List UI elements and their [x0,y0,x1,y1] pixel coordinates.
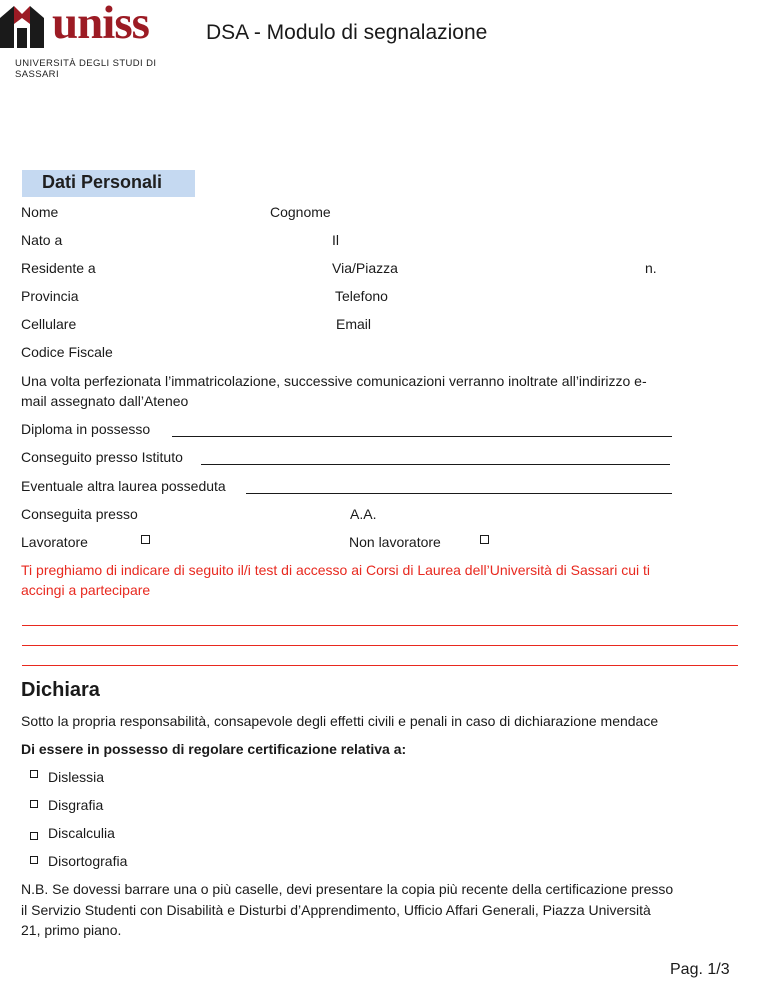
label-email: Email [336,316,372,332]
checkbox-dislessia[interactable] [30,770,38,778]
uniss-emblem-icon [0,4,44,48]
certification-heading: Di essere in possesso di regolare certificazione relativa a: [21,741,407,757]
test-notice-line-2: accingi a partecipare [21,582,151,598]
label-provincia: Provincia [21,288,79,304]
option-disortografia: Disortografia [48,853,128,869]
email-notice-line-2: mail assegnato dall’Ateneo [21,393,189,409]
label-nato-a: Nato a [21,232,63,248]
label-anno-accademico: A.A. [350,506,377,522]
checkbox-lavoratore[interactable] [141,535,150,544]
nb-line-2: il Servizio Studenti con Disabilità e Disturbi d’Apprendimento, Ufficio Affari Generali, Piazza Università [21,902,651,918]
diploma-field-line[interactable] [172,421,672,437]
istituto-field-line[interactable] [201,449,670,465]
label-via-piazza: Via/Piazza [332,260,398,276]
label-il: Il [332,232,339,248]
test-answer-line-3[interactable] [22,665,738,666]
label-telefono: Telefono [335,288,388,304]
label-conseguita-presso: Conseguita presso [21,506,138,522]
test-answer-line-2[interactable] [22,645,738,646]
section-header-dati-personali [22,170,195,197]
option-dislessia: Dislessia [48,769,105,785]
dichiara-title: Dichiara [21,679,100,701]
label-non-lavoratore: Non lavoratore [349,534,441,550]
section-title: Dati Personali [42,172,163,192]
test-notice-line-1: Ti preghiamo di indicare di seguito il/i test di accesso ai Corsi di Laurea dell’Università di Sassari cui ti [21,562,650,578]
checkbox-discalculia[interactable] [30,832,38,840]
label-cellulare: Cellulare [21,316,77,332]
document-title: DSA - Modulo di segnalazione [206,21,488,44]
university-logo [0,0,190,80]
label-residente-a: Residente a [21,260,96,276]
option-discalculia: Discalculia [48,825,115,841]
nb-line-3: 21, primo piano. [21,922,122,938]
label-altra-laurea: Eventuale altra laurea posseduta [21,478,226,494]
test-answer-line-1[interactable] [22,625,738,626]
label-cognome: Cognome [270,204,331,220]
option-disgrafia: Disgrafia [48,797,104,813]
dichiara-statement: Sotto la propria responsabilità, consapevole degli effetti civili e penali in caso di dichiarazione mendace [21,713,659,729]
email-notice-line-1: Una volta perfezionata l’immatricolazione, successive comunicazioni verranno inoltrate all’indirizzo e- [21,373,647,389]
checkbox-disgrafia[interactable] [30,800,38,808]
nb-line-1: N.B. Se dovessi barrare una o più caselle, devi presentare la copia più recente della certificazione presso [21,881,674,897]
logo-wordmark: uniss [52,0,149,49]
altra-laurea-field-line[interactable] [246,478,672,494]
page-number: Pag. 1/3 [670,961,730,978]
label-nome: Nome [21,204,59,220]
logo-subtitle: UNIVERSITÀ DEGLI STUDI DI SASSARI [15,58,157,80]
label-conseguito-istituto: Conseguito presso Istituto [21,449,183,465]
label-lavoratore: Lavoratore [21,534,88,550]
label-diploma: Diploma in possesso [21,421,151,437]
label-numero: n. [645,260,657,276]
checkbox-disortografia[interactable] [30,856,38,864]
checkbox-non-lavoratore[interactable] [480,535,489,544]
label-codice-fiscale: Codice Fiscale [21,344,113,360]
